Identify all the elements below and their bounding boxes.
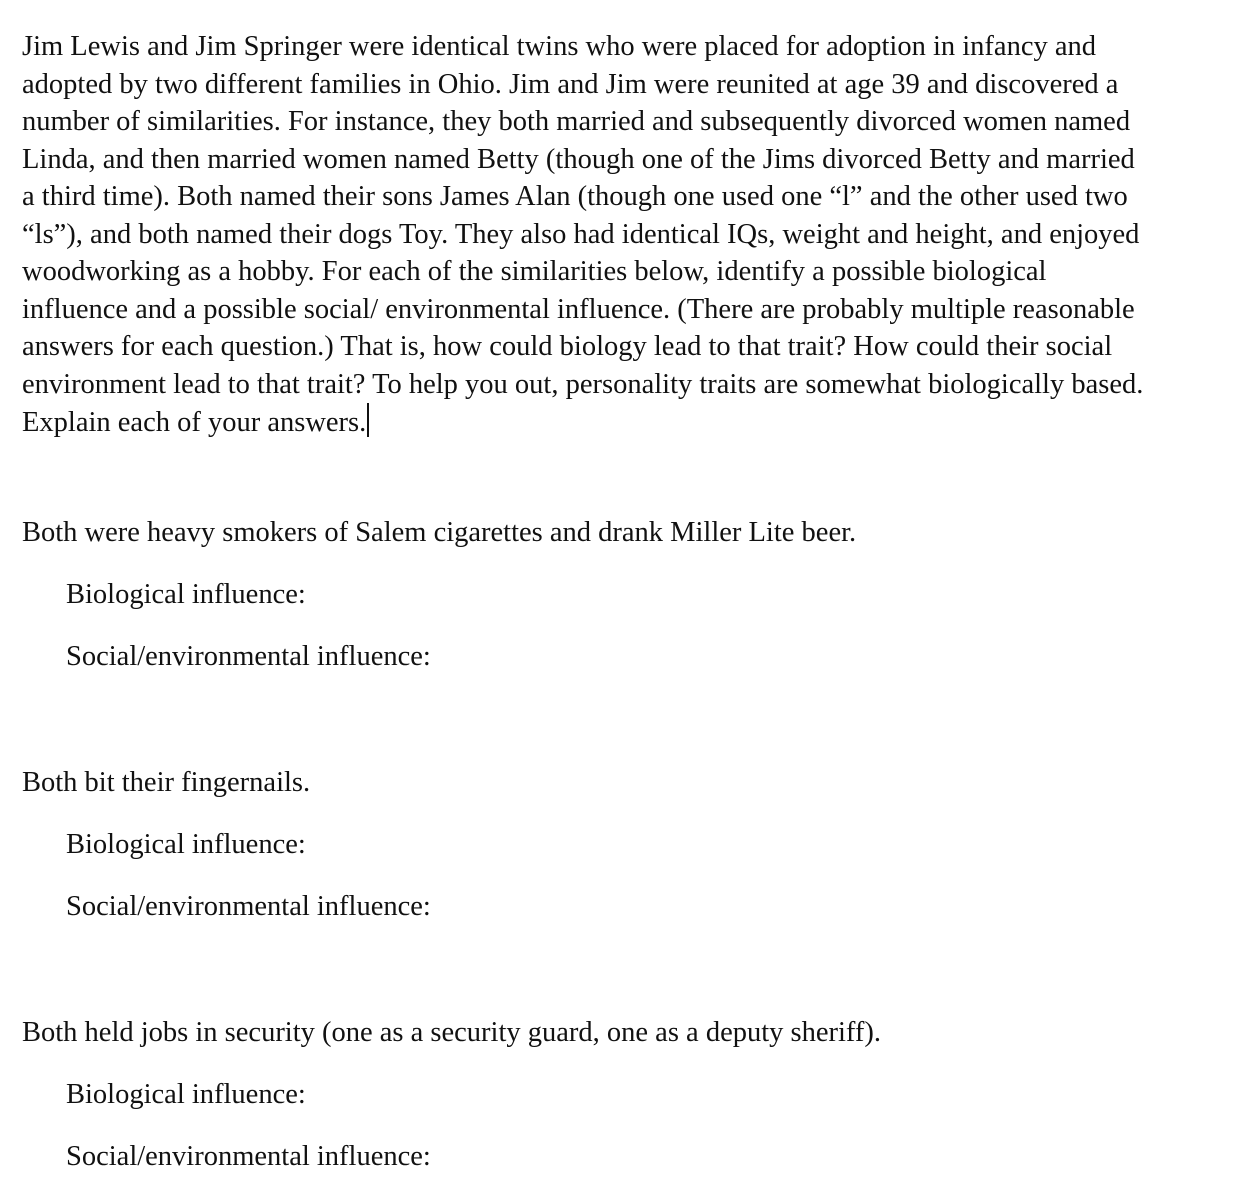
social-influence-label[interactable]: Social/environmental influence: [66,641,431,672]
document-page[interactable] [22,28,1227,1172]
intro-text: Jim Lewis and Jim Springer were identical twins who were placed for adoption in infancy and adopted by two different families in Ohio. Jim and Jim were reunited at age 39 and discovered a number of similarities. For instance, they both married and subsequently divorced women named Linda, and then married women named Betty (though one of the Jims divorced Betty and married a third time). Both named their sons James Alan (though one used one “l” and the other used two “ls”), and both named their dogs Toy. They also had identical IQs, weight and height, and enjoyed woodworking as a hobby. For each of the similarities below, identify a possible biological influence and a possible social/ environmental influence. (There are probably multiple reasonable answers for each question.) That is, how could biology lead to that trait? How could their social environment lead to that trait? To help you out, personality traits are somewhat biologically based. Explain each of your answers. [22,31,1144,438]
question-3 [22,1015,1227,1172]
social-influence-label[interactable]: Social/environmental influence: [66,891,431,922]
text-cursor [367,403,369,437]
biological-influence-label[interactable]: Biological influence: [66,579,306,610]
question-text: Both bit their fingernails. [22,767,311,798]
social-influence-label[interactable]: Social/environmental influence: [66,1141,431,1172]
question-1 [22,515,1227,672]
biological-influence-label[interactable]: Biological influence: [66,1079,306,1110]
intro-paragraph[interactable] [22,28,1152,442]
biological-influence-label[interactable]: Biological influence: [66,829,306,860]
question-text: Both held jobs in security (one as a security guard, one as a deputy sheriff). [22,1017,881,1048]
question-2 [22,765,1227,922]
question-text: Both were heavy smokers of Salem cigarettes and drank Miller Lite beer. [22,517,857,548]
